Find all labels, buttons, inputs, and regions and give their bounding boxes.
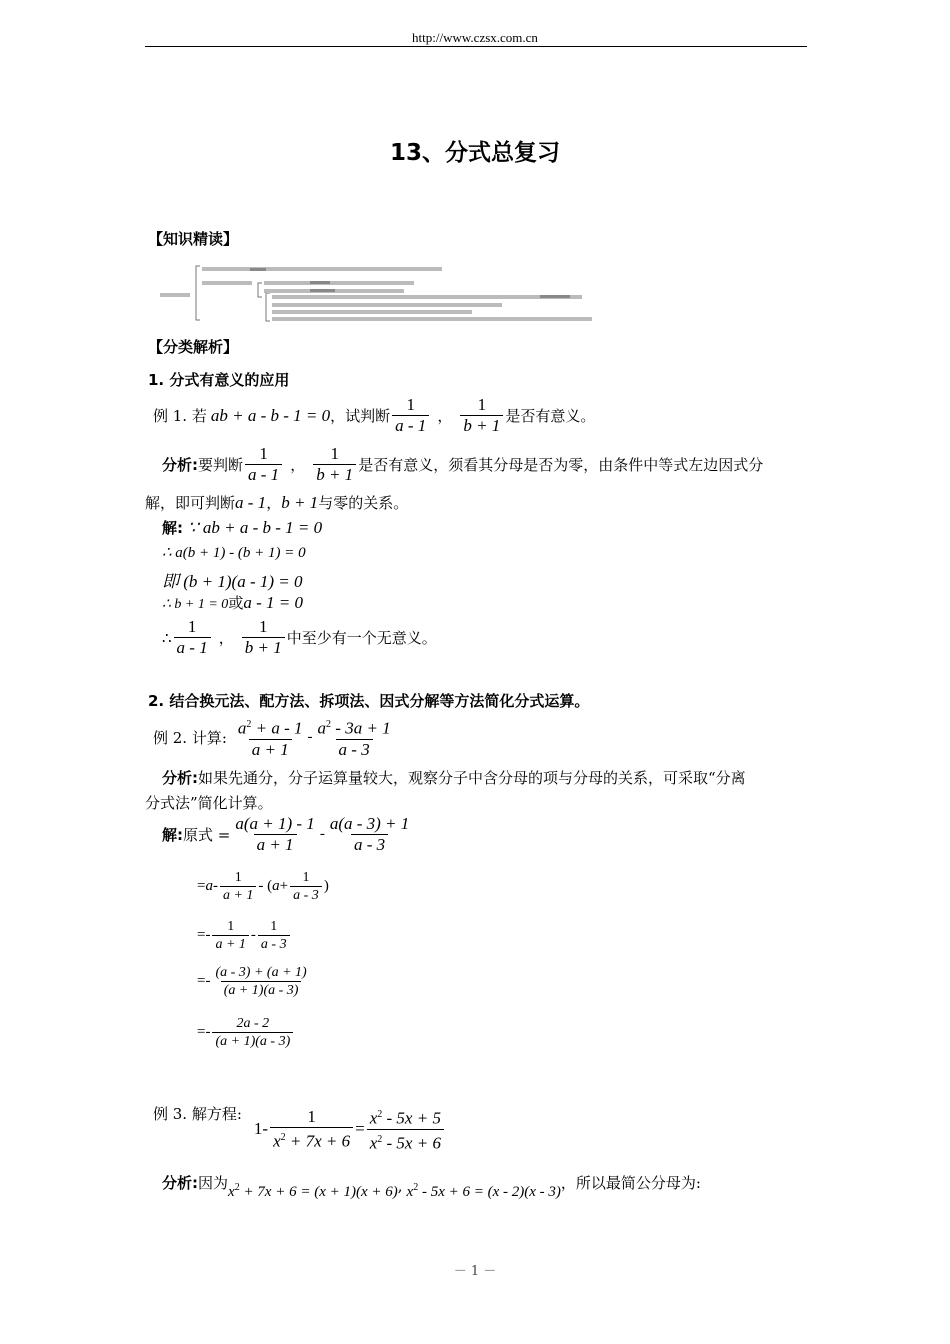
solution2-line2: = a - $\frac{1}{a + 1}$ - ( a + $\frac{1}{a - 3}$ )	[197, 870, 329, 903]
page-number: － 1 －	[453, 1264, 497, 1279]
solution2-line1: 解: 原式 = $\frac{a(a + 1) - 1}{a + 1}$ - $\frac{a(a - 3) + 1}{a - 3}$	[162, 814, 414, 855]
ex1-tail: 是否有意义。	[505, 407, 596, 425]
fraction-sol2-a: $\frac{a(a + 1) - 1}{a + 1}$	[235, 814, 315, 854]
fraction-ex2-second: $\frac{a^2 - 3a + 1}{a - 3}$	[317, 718, 391, 759]
sol5-therefore: ∴	[162, 628, 172, 647]
analysis-label: 分析:	[162, 456, 198, 474]
analysis3-text-b: ，所以最简公分母为:	[560, 1174, 701, 1192]
fraction-1-over-a-minus-1: $\frac{1}{a - 1}$	[174, 617, 211, 658]
section-knowledge: 【知识精读】	[148, 230, 239, 248]
fraction-sol2-b: $\frac{a(a - 3) + 1}{a - 3}$	[329, 814, 410, 854]
solution2-line3: =- $\frac{1}{a + 1}$ - $\frac{1}{a - 3}$	[197, 918, 292, 953]
analysis1-text-a: 要判断	[198, 456, 244, 474]
section-analysis: 【分类解析】	[148, 338, 239, 356]
ex2-label: 例 2. 计算:	[153, 728, 227, 747]
analysis1-text-c2: 与零的关系。	[318, 494, 409, 512]
example3: 例 3. 解方程: 1- $\frac{1}{x^2 + 7x + 6}$ = $\frac{x^2 - 5x + 5}{x^2 - 5x + 6}$	[153, 1103, 446, 1153]
expr-b-plus-1: b + 1	[281, 493, 319, 512]
fraction-1-over-a-minus-3: $\frac{1}{a - 3}$	[258, 918, 290, 953]
sol5-tail: 中至少有一个无意义。	[286, 629, 437, 647]
ex1-mid: ，试判断	[330, 407, 391, 425]
fraction-1-over-b-plus-1: $\frac{1}{b + 1}$	[460, 395, 503, 436]
fraction-1-over-a-minus-1: $\frac{1}{a - 1}$	[392, 395, 429, 436]
topic2-heading: 2. 结合换元法、配方法、拆项法、因式分解等方法简化分式运算。	[148, 692, 590, 710]
analysis1-text-c: 解，即可判断	[145, 494, 236, 512]
example2: 例 2. 计算: $\frac{a^2 + a - 1}{a + 1}$ - $\frac{a^2 - 3a + 1}{a - 3}$	[153, 715, 396, 760]
sol1-eq: ∵ ab + a - b - 1 = 0	[187, 518, 323, 537]
sol4-a: ∴ b + 1 = 0	[162, 597, 229, 612]
page-title: 13、分式总复习	[389, 140, 560, 166]
header-rule	[145, 46, 807, 47]
solution-label: 解:	[162, 826, 183, 844]
expr-a-minus-1: a - 1	[235, 493, 267, 512]
analysis3: 分析: 因为 $x^2 + 7x + 6 = (x + 1)(x + 6)$ , $x^2 - 5x + 6 = (x - 2)(x - 3)$ ，所以最简公分母为:	[162, 1174, 701, 1200]
fraction-ex2-first: $\frac{a^2 + a - 1}{a + 1}$	[237, 718, 303, 759]
analysis1-line2: 解，即可判断a - 1，b + 1与零的关系。	[145, 493, 409, 512]
analysis1-text-b: 是否有意义，须看其分母是否为零，由条件中等式左边因式分	[358, 456, 764, 474]
sol4-b: 或	[228, 594, 244, 612]
fraction-1-over-a-minus-3: $\frac{1}{a - 3}$	[290, 869, 322, 904]
ex1-prefix: 例 1. 若	[153, 407, 207, 425]
fraction-1-over-a-plus-1: $\frac{1}{a + 1}$	[220, 869, 256, 904]
solution1-line2: ∴ a(b + 1) - (b + 1) = 0	[162, 545, 306, 561]
fraction-1-over-b-plus-1: $\frac{1}{b + 1}$	[242, 617, 285, 658]
analysis2-line1	[162, 767, 746, 788]
fraction-1-over-a-plus-1: $\frac{1}{a + 1}$	[212, 918, 248, 953]
ex3-label: 例 3. 解方程:	[153, 1105, 242, 1123]
solution2-line4: =- $\frac{(a - 3) + (a + 1)}{(a + 1)(a - 3)}$	[197, 964, 312, 999]
analysis-label: 分析:	[162, 1174, 198, 1192]
fraction-ex3-right: $\frac{x^2 - 5x + 5}{x^2 - 5x + 6}$	[367, 1105, 444, 1153]
header-url: http://www.czsx.com.cn	[412, 30, 538, 45]
solution-label: 解:	[162, 519, 183, 537]
analysis3-text-a: 因为	[198, 1174, 229, 1192]
solution1-line3: 即 (b + 1)(a - 1) = 0	[162, 572, 303, 591]
factor-eq-1: $x^2 + 7x + 6 = (x + 1)(x + 6)$	[228, 1182, 398, 1200]
factor-eq-2: $x^2 - 5x + 6 = (x - 2)(x - 3)$	[406, 1182, 561, 1200]
solution1-line5: ∴ $\frac{1}{a - 1}$ ， $\frac{1}{b + 1}$ 中至少有一个无意义。	[162, 617, 437, 657]
solution1-line4	[162, 592, 303, 613]
solution2-line5: =- $\frac{2a - 2}{(a + 1)(a - 3)}$	[197, 1015, 295, 1050]
analysis-label: 分析:	[162, 769, 198, 787]
solution1-line1	[162, 517, 322, 538]
ex1-condition: ab + a - b - 1 = 0	[210, 405, 331, 425]
analysis2-text1: 如果先通分，分子运算量较大，观察分子中含分母的项与分母的关系，可采取“分离	[198, 769, 746, 787]
fraction-result: $\frac{2a - 2}{(a + 1)(a - 3)}$	[212, 1015, 293, 1050]
sol4-c: a - 1 = 0	[243, 593, 303, 612]
fraction-ex3-left: $\frac{1}{x^2 + 7x + 6}$	[270, 1107, 353, 1152]
analysis1-line1: 分析: 要判断 $\frac{1}{a - 1}$ ， $\frac{1}{b + 1}$ 是否有意义，须看其分母是否为零，由条件中等式左边因式分	[162, 444, 764, 484]
knowledge-diagram-image	[160, 263, 600, 323]
fraction-1-over-b-plus-1: $\frac{1}{b + 1}$	[313, 444, 356, 485]
analysis2-line2: 分式法”简化计算。	[145, 794, 273, 812]
fraction-1-over-a-minus-1: $\frac{1}{a - 1}$	[245, 444, 282, 485]
topic1-heading: 1. 分式有意义的应用	[148, 371, 290, 389]
fraction-combined: $\frac{(a - 3) + (a + 1)}{(a + 1)(a - 3)}$	[215, 965, 307, 998]
sol2-original: 原式 =	[183, 826, 231, 844]
example1: 例 1. 若 ab + a - b - 1 = 0 ，试判断 $\frac{1}{a - 1}$ ， $\frac{1}{b + 1}$ 是否有意义。	[153, 395, 596, 435]
